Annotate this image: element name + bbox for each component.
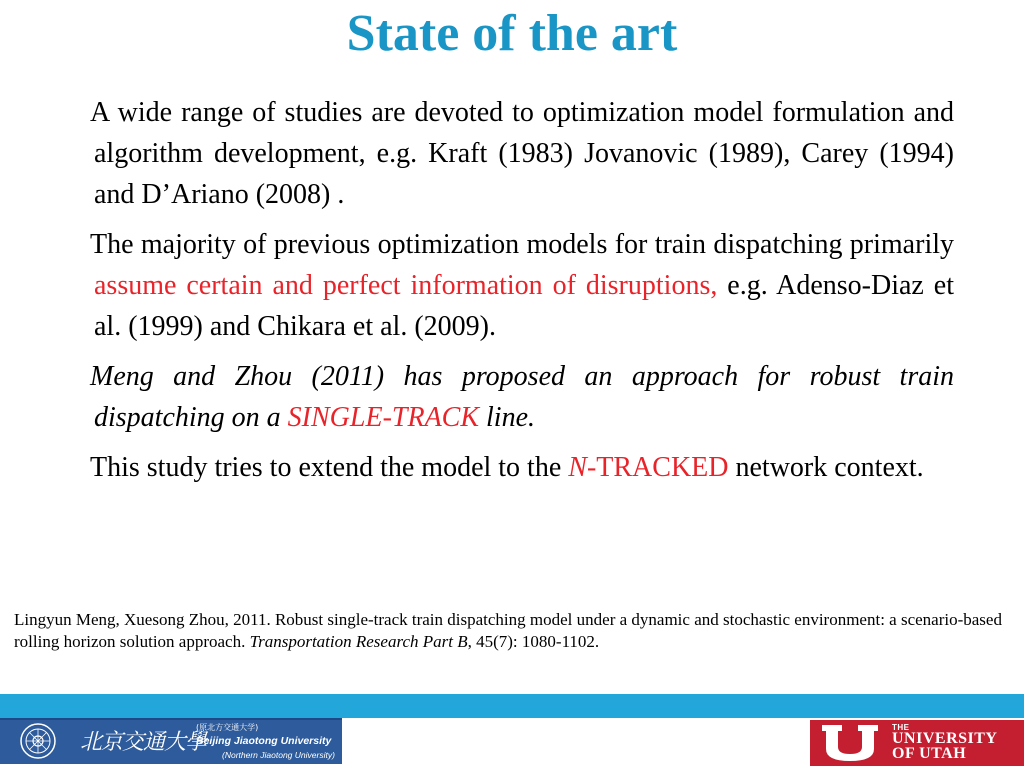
- paragraph-4-highlight-text: -TRACKED: [586, 452, 729, 483]
- utah-university-label: UNIVERSITY: [892, 730, 998, 747]
- paragraph-4-text-start: This study tries to extend the model to the: [90, 452, 569, 483]
- paragraph-1: [88, 92, 954, 215]
- slide-title: State of the art: [346, 5, 678, 62]
- slide-body: [88, 92, 954, 497]
- footer-band: [0, 694, 1024, 718]
- paragraph-3-text-start: Meng and Zhou (2011) has proposed an approach for robust train dispatching on a: [90, 361, 954, 433]
- paragraph-2-text-start: The majority of previous optimization models for train dispatching primarily: [90, 229, 954, 260]
- bjtu-chinese-subtitle: (原北方交通大学): [196, 723, 259, 732]
- paragraph-1-text: A wide range of studies are devoted to optimization model formulation and algorithm development, e.g. Kraft (1983) Jovanovic (1989), Carey (1994) and D’Ariano (2008) .: [90, 97, 954, 210]
- bjtu-logo: [0, 718, 342, 764]
- reference-text-start: Lingyun Meng, Xuesong Zhou, 2011. Robust single-track train dispatching model under a dynamic and stochastic environment: a scenario-based rolling horizon solution approach.: [14, 610, 1002, 651]
- paragraph-2: [88, 224, 954, 347]
- paragraph-4-text-end: network context.: [728, 452, 924, 483]
- paragraph-3: [88, 356, 954, 438]
- paragraph-4-highlight-italic: N: [568, 452, 587, 483]
- reference-journal: Transportation Research Part B: [249, 632, 468, 651]
- paragraph-3-text-end: line.: [479, 402, 536, 433]
- bjtu-english-name: Beijing Jiaotong University: [196, 735, 332, 747]
- block-u-icon: [818, 723, 882, 763]
- utah-logo: [810, 720, 1024, 766]
- university-seal-icon: [20, 723, 56, 759]
- paragraph-2-text-end: e.g. Adenso-Diaz et al. (1999) and Chikara et al. (2009).: [94, 270, 954, 342]
- paragraph-4-highlight: [568, 452, 728, 483]
- bjtu-english-subtitle: (Northern Jiaotong University): [222, 750, 335, 760]
- reference-citation: [14, 609, 1014, 653]
- paragraph-2-highlight: assume certain and perfect information of disruptions,: [94, 270, 718, 301]
- paragraph-3-highlight: SINGLE-TRACK: [287, 402, 480, 433]
- paragraph-4: [88, 447, 954, 488]
- slide-footer: [0, 694, 1024, 768]
- reference-text-end: , 45(7): 1080-1102.: [467, 632, 600, 651]
- bjtu-chinese-name: 北京交通大學: [80, 730, 207, 755]
- utah-the-label: THE: [892, 723, 910, 732]
- utah-of-utah-label: OF UTAH: [892, 745, 967, 762]
